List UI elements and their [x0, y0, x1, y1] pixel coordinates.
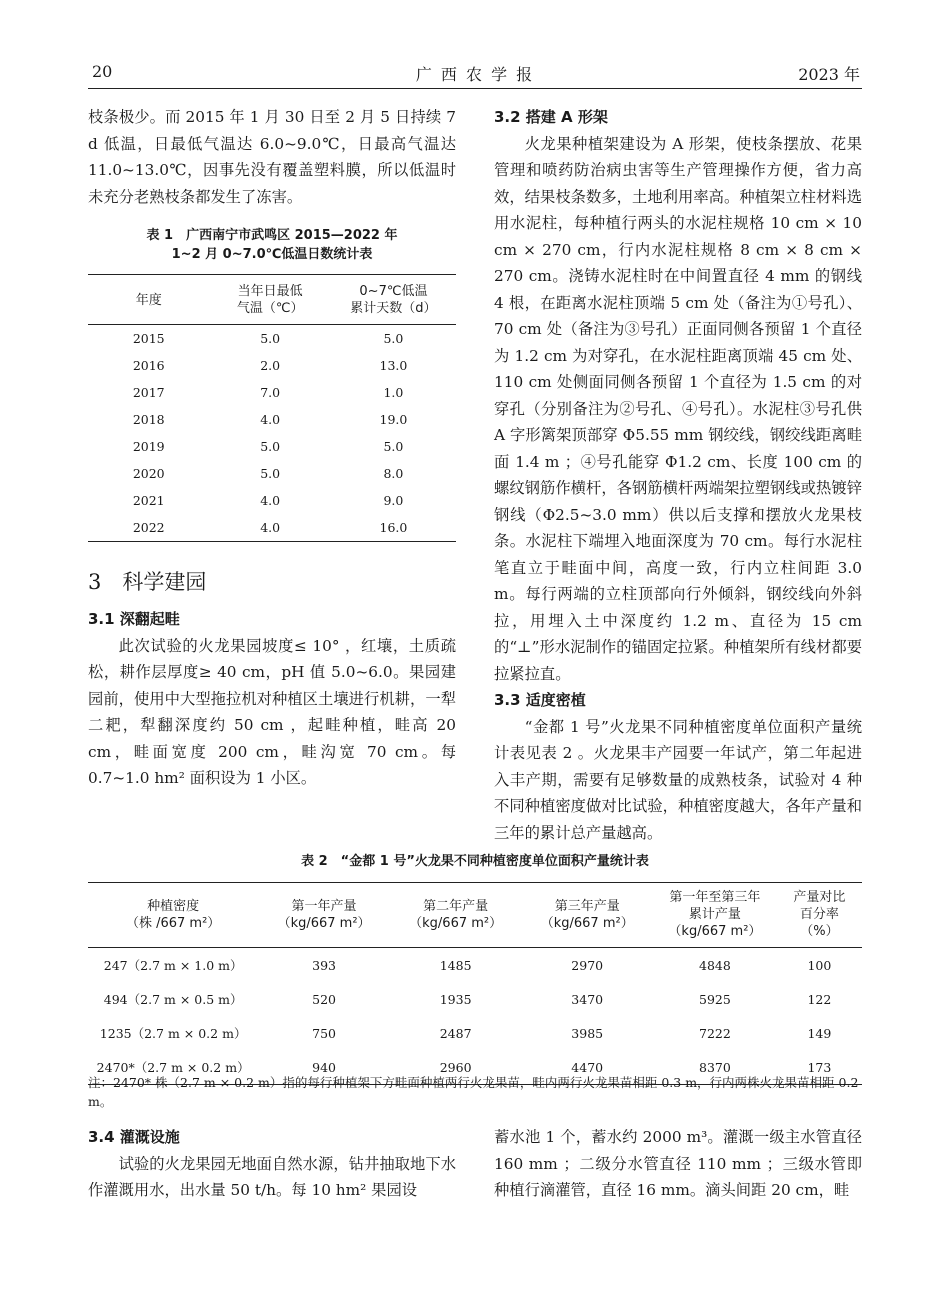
- left-intro-block: [88, 104, 456, 210]
- table1: [88, 274, 456, 542]
- table1-header-cell: 当年日最低 气温（℃）: [209, 275, 330, 325]
- table-row: [88, 487, 456, 514]
- table-cell: 122: [807, 991, 832, 1007]
- journal-title: 广 西 农 学 报: [415, 65, 535, 84]
- table-cell: 2019: [132, 439, 165, 454]
- left-intro-paragraph: 枝条极少。而 2015 年 1 月 30 日至 2 月 5 日持续 7 d 低温，日最低气温达 6.0~9.0℃，日最高气温达 11.0~13.0℃，因事先没有覆盖塑料膜，所以低温时未充分老熟枝条都发生了冻害。: [88, 108, 456, 206]
- table-cell: 750: [312, 1025, 336, 1041]
- table2-caption: 表 2 “金都 1 号”火龙果不同种植密度单位面积产量统计表: [301, 854, 649, 869]
- section-3-1-paragraph: 此次试验的火龙果园坡度≤ 10° ，红壤，土质疏松，耕作层厚度≥ 40 cm，pH 值 5.0~6.0。果园建园前，使用中大型拖拉机对种植区土壤进行机耕，一犁二耙，犁翻深度约 50 cm ，起畦种植，畦高 20 cm，畦面宽度 200 cm，畦沟宽 70 cm。每 0.7~1.0 hm² 面积设为 1 小区。: [88, 636, 456, 787]
- table-row: [88, 325, 456, 353]
- table1-caption-line2: 1~2 月 0~7.0℃低温日数统计表: [171, 247, 373, 262]
- table-row: [88, 1016, 862, 1050]
- table-cell: 173: [777, 1050, 862, 1085]
- table-cell: 19.0: [379, 412, 408, 427]
- right-column: [494, 104, 862, 846]
- section-3-3-heading: 3.3 适度密植: [494, 691, 586, 709]
- table-cell: 2015: [132, 331, 165, 346]
- table2-header-cell: 产量对比 百分率 （%）: [777, 883, 862, 948]
- section-3-4-continued-paragraph: 蓄水池 1 个，蓄水约 2000 m³。灌溉一级主水管直径 160 mm ；二级分水管直径 110 mm ；三级水管即种植行滴灌管，直径 16 mm。滴头间距 20 cm，畦: [494, 1128, 862, 1199]
- table-cell: 149: [807, 1025, 832, 1041]
- table-cell: 4470: [521, 1050, 653, 1085]
- section-3-1-heading: 3.1 深翻起畦: [88, 610, 180, 628]
- table-cell: 2970: [571, 957, 604, 973]
- table-cell: 1485: [439, 957, 472, 973]
- table-cell: 4848: [699, 957, 731, 973]
- section-3-4-continued: [494, 1124, 862, 1204]
- table-cell: 2470*（2.7 m × 0.2 m）: [88, 1050, 258, 1085]
- table1-header-row: [88, 275, 456, 325]
- table1-caption-line1: 表 1 广西南宁市武鸣区 2015—2022 年: [146, 228, 398, 243]
- table-cell: 8370: [653, 1050, 777, 1085]
- table-cell: 2022: [88, 514, 209, 542]
- table2-header-cell: 种植密度 （株 /667 m²）: [88, 883, 258, 948]
- issue-year: 2023 年: [798, 65, 860, 84]
- section-3-4-heading: 3.4 灌溉设施: [88, 1128, 180, 1146]
- table-cell: 7222: [699, 1025, 731, 1041]
- table2-header-cell: 第三年产量 （kg/667 m²）: [521, 883, 653, 948]
- table-row: [88, 379, 456, 406]
- table-cell: 4.0: [260, 412, 281, 427]
- table2-header-cell: 第一年产量 （kg/667 m²）: [258, 883, 390, 948]
- table2-header-cell: 第二年产量 （kg/667 m²）: [390, 883, 522, 948]
- table-cell: 3470: [571, 991, 604, 1007]
- table-cell: 247（2.7 m × 1.0 m）: [103, 958, 243, 973]
- table2-header-row: [88, 883, 862, 948]
- table-cell: 520: [312, 991, 336, 1007]
- table-row: [88, 948, 862, 983]
- section-3-1-block: [88, 606, 456, 792]
- table-cell: 4.0: [260, 493, 281, 508]
- table-row: [88, 982, 862, 1016]
- section-3-heading: 3 科学建园: [88, 570, 207, 594]
- section-3-2-paragraph: 火龙果种植架建设为 A 形架，使枝条摆放、花果管理和喷药防治病虫害等生产管理操作方便，省力高效，结果枝条数多，土地利用率高。种植架立柱材料选用水泥柱，每种植行两头的水泥柱规格 10 cm × 10 cm × 270 cm，行内水泥柱规格 8 cm × 8 cm × 270 cm。浇铸水泥柱时在中间置直径 4 mm 的钢线 4 根，在距离水泥柱顶端 5 cm 处（备注为①号孔）、70 cm 处（备注为③号孔）正面同侧各预留 1 个直径为 1.2 cm 为对穿孔，在水泥柱距离顶端 45 cm 处、110 cm 处侧面同侧各预留 1 个直径为 1.5 cm 的对穿孔（分别备注为②号孔、④号孔）。水泥柱③号孔供 A 字形篱架顶部穿 Φ5.55 mm 钢绞线，钢绞线距离畦面 1.4 m ；④号孔能穿 Φ1.2 cm、长度 100 cm 的螺纹钢筋作横杆，各钢筋横杆两端架拉塑钢线或热镀锌钢线（Φ2.5~3.0 mm）供以后支撑和摆放火龙果枝条。水泥柱下端埋入地面深度为 70 cm。每行水泥柱笔直立于畦面中间，高度一致，行内立柱间距 3.0 m。每行两端的立柱顶部向行外倾斜，钢绞线向外斜拉，用埋入土中深度约 1.2 m、直径为 15 cm 的“⊥”形水泥制作的锚固定拉紧。种植架所有线材都要拉紧拉直。: [494, 134, 862, 683]
- table2-header-cell: 第一年至第三年 累计产量 （kg/667 m²）: [653, 883, 777, 948]
- section-3-2-heading: 3.2 搭建 A 形架: [494, 108, 608, 126]
- table-cell: 2021: [132, 493, 165, 508]
- section-3-4-block: [88, 1124, 456, 1204]
- table-cell: 7.0: [260, 385, 281, 400]
- table-row: [88, 352, 456, 379]
- table-cell: 940: [258, 1050, 390, 1085]
- table-cell: 1.0: [383, 385, 404, 400]
- table-cell: 16.0: [331, 514, 456, 542]
- table-cell: 494（2.7 m × 0.5 m）: [103, 992, 243, 1007]
- table-row: [88, 514, 456, 542]
- table-cell: 5.0: [260, 439, 281, 454]
- header-rule: [88, 88, 862, 89]
- table2-note: 注：2470* 株（2.7 m × 0.2 m）指的每行种植架下方畦面种植两行火龙果苗，畦内两行火龙果苗相距 0.3 m，行内两株火龙果苗相距 0.2 m。: [88, 1075, 859, 1109]
- table-cell: 3985: [571, 1025, 604, 1041]
- table-cell: 13.0: [379, 358, 408, 373]
- table-cell: 2018: [132, 412, 165, 427]
- table-cell: 5.0: [383, 439, 404, 454]
- table-row: [88, 460, 456, 487]
- table1-caption: [88, 226, 456, 264]
- table-row: [88, 406, 456, 433]
- table-cell: 5925: [699, 991, 731, 1007]
- table-cell: 9.0: [383, 493, 404, 508]
- table-cell: 2016: [132, 358, 165, 373]
- section-3-3-paragraph: “金都 1 号”火龙果不同种植密度单位面积产量统计表见表 2 。火龙果丰产园要一年试产，第二年起进入丰产期，需要有足够数量的成熟枝条，试验对 4 种不同种植密度做对比试验，种植密度越大，各年产量和三年的累计总产量越高。: [494, 717, 862, 842]
- section-3-4-paragraph: 试验的火龙果园无地面自然水源，钻井抽取地下水作灌溉用水，出水量 50 t/h。每 10 hm² 果园设: [88, 1154, 456, 1199]
- table-cell: 2017: [132, 385, 165, 400]
- table-cell: 2960: [390, 1050, 522, 1085]
- table-cell: 100: [807, 957, 832, 973]
- table-cell: 8.0: [383, 466, 404, 481]
- table-cell: 1935: [439, 991, 472, 1007]
- table1-header-cell: 0~7℃低温 累计天数（d）: [331, 275, 456, 325]
- table-row: [88, 433, 456, 460]
- table-cell: 2020: [132, 466, 165, 481]
- table-cell: 5.0: [383, 331, 404, 346]
- table-cell: 4.0: [209, 514, 330, 542]
- page-number: 20: [92, 62, 113, 81]
- table-cell: 5.0: [260, 331, 281, 346]
- table-cell: 5.0: [260, 466, 281, 481]
- table1-header-cell: 年度: [88, 275, 209, 325]
- table2: [88, 882, 862, 1085]
- table-cell: 2.0: [260, 358, 281, 373]
- table-cell: 1235（2.7 m × 0.2 m）: [99, 1026, 247, 1041]
- table-cell: 2487: [439, 1025, 472, 1041]
- table-cell: 393: [312, 957, 336, 973]
